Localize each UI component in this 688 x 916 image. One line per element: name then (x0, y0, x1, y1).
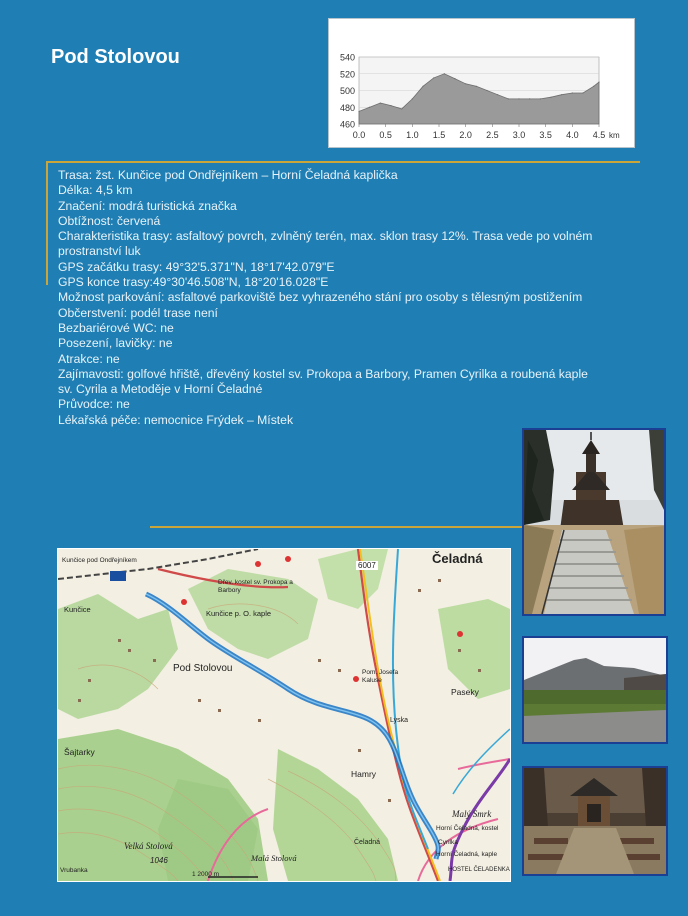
chart-x-tick-label: 4.0 (566, 130, 579, 140)
divider-top (46, 161, 640, 163)
chart-data-point (369, 107, 370, 108)
chart-data-point (518, 98, 519, 99)
map-label-kuncice: Kunčice (64, 605, 91, 614)
info-length: Délka: 4,5 km (58, 183, 133, 198)
chart-x-tick-label: 1.5 (432, 130, 446, 140)
elevation-profile-chart (328, 18, 635, 148)
chart-data-point (497, 94, 498, 95)
info-seating: Posezení, lavičky: ne (58, 336, 173, 351)
map-label-celadna-small: Čeladná (354, 839, 381, 846)
chart-data-point (486, 90, 487, 91)
map-label-pod-stolovou: Pod Stolovou (173, 663, 233, 674)
info-gps-end: GPS konce trasy:49°30'46.508"N, 18°20'16.028"E (58, 275, 329, 290)
chart-data-point (380, 102, 381, 103)
map-label-paseky: Paseky (451, 687, 479, 697)
info-medical: Lékařská péče: nemocnice Frýdek – Místek (58, 412, 294, 427)
map-label-sajtarky: Šajtarky (64, 747, 95, 757)
info-marking: Značení: modrá turistická značka (58, 198, 237, 213)
map-label-kuncice-top: Kunčice pod Ondřejníkem (62, 557, 137, 564)
info-refreshment: Občerstvení: podél trase není (58, 305, 218, 320)
chart-data-point (401, 108, 402, 109)
chart-data-point (433, 77, 434, 78)
chart-data-point (540, 98, 541, 99)
map-label-lyska: Lyska (390, 717, 409, 724)
divider-middle (150, 526, 522, 528)
info-parking: Možnost parkování: asfaltové parkoviště bez vyhrazeného stání pro osoby s tělesným postižením (58, 290, 583, 305)
route-map (57, 548, 511, 882)
chart-x-tick-label: 2.0 (459, 130, 472, 140)
chart-y-tick-label: 540 (339, 52, 355, 63)
map-label-maly-smrk: Malý Smrk (452, 809, 492, 819)
map-label-road-number: 6007 (358, 561, 376, 570)
page-title: Pod Stolovou (51, 46, 180, 68)
chart-y-tick-label: 480 (339, 102, 355, 113)
chart-x-tick-label: 0.0 (352, 130, 366, 140)
chart-x-tick-label: 0.5 (379, 130, 392, 140)
map-label-vrubanka: Vrubanka (60, 867, 88, 874)
chart-data-point (444, 73, 445, 74)
info-gps-start: GPS začátku trasy: 49°32'5.371"N, 18°17'42.079"E (58, 259, 335, 274)
chart-data-point (550, 97, 551, 98)
info-attractions: Atrakce: ne (58, 351, 120, 366)
map-label-celadna: Čeladná (432, 551, 483, 566)
photo-wooden-church (522, 428, 666, 616)
map-label-velka-stolova-height: 1046 (150, 856, 168, 865)
chart-x-tick-label: 2.5 (486, 130, 499, 140)
info-guide: Průvodce: ne (58, 397, 130, 412)
map-label-cyrilka: Cyrilka (438, 839, 458, 846)
map-label-pomnik: Pom. Josefa Kaluse (362, 669, 399, 684)
map-label-hostel: HOSTEL ČELADENKA (448, 867, 510, 873)
info-route: Trasa: žst. Kunčice pod Ondřejníkem – Horní Čeladná kaplička (58, 168, 398, 182)
divider-left (46, 161, 48, 285)
info-sights-cont: sv. Cyrila a Metoděje v Horní Čeladné (58, 382, 263, 397)
info-sights: Zajímavosti: golfové hřiště, dřevěný kostel sv. Prokopa a Barbory, Pramen Cyrilka a roubená kaple (58, 366, 588, 381)
map-label-hamry: Hamry (351, 769, 377, 779)
map-label-mala-stolova: Malá Stolová (251, 853, 297, 863)
info-characteristics-cont: prostranství luk (58, 244, 141, 259)
chart-data-point (422, 86, 423, 87)
chart-data-point (476, 86, 477, 87)
chart-y-tick-label: 460 (339, 119, 355, 130)
chart-data-point (572, 92, 573, 93)
chart-x-tick-label: 3.0 (512, 130, 526, 140)
chart-data-point (412, 98, 413, 99)
map-label-horni-celadna-kaple: Horní Čeladná, kaple (436, 851, 498, 858)
map-label-kostel: Dřev. kostel sv. Prokopa a Barbory (218, 579, 293, 594)
chart-data-point (598, 82, 599, 83)
info-wc: Bezbariérové WC: ne (58, 320, 174, 335)
chart-data-point (390, 105, 391, 106)
chart-data-point (508, 98, 509, 99)
chart-x-tick-label: 4.5 (592, 130, 606, 140)
map-label-velka-stolova: Velká Stolová (124, 841, 173, 851)
chart-data-point (561, 94, 562, 95)
chart-data-point (529, 98, 530, 99)
info-characteristics: Charakteristika trasy: asfaltový povrch, zvlněný terén, max. sklon trasy 12%. Trasa vede po volném (58, 229, 593, 244)
chart-data-point (358, 111, 359, 112)
info-difficulty: Obtížnost: červená (58, 213, 161, 228)
chart-data-point (582, 92, 583, 93)
chart-x-tick-label: 3.5 (539, 130, 552, 140)
elevation-profile-svg (329, 19, 634, 147)
map-label-kuncice-kaple: Kunčice p. O. kaple (206, 609, 272, 618)
chart-data-point (465, 83, 466, 84)
route-info (58, 168, 628, 428)
chart-x-unit-label: km (609, 131, 620, 140)
chart-y-tick-label: 520 (339, 69, 355, 80)
map-label-scale: 1 2000 m (192, 871, 220, 878)
photo-golf-course (522, 636, 668, 744)
chart-x-tick-label: 1.0 (406, 130, 419, 140)
chart-data-point (593, 86, 594, 87)
map-label-horni-celadna-kostel: Horní Čeladná, kostel (436, 825, 499, 832)
chart-y-tick-label: 500 (339, 86, 355, 96)
chart-data-point (454, 78, 455, 79)
photo-wooden-chapel (522, 766, 668, 876)
